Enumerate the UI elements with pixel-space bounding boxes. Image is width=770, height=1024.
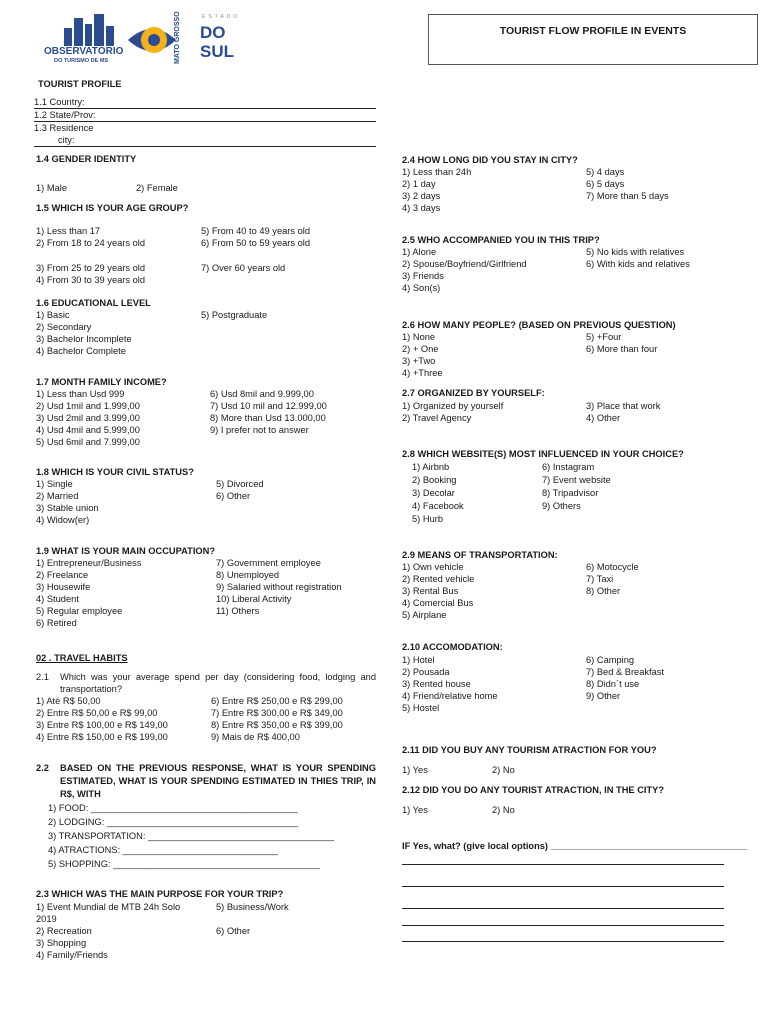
option-edu-5[interactable]: 5) Postgraduate xyxy=(201,310,268,320)
question-income: 1.7 MONTH FAMILY INCOME? xyxy=(36,377,167,387)
logo-ms-top-text: ESTADO xyxy=(202,14,241,20)
residence-label: 1.3 Residence xyxy=(34,123,94,133)
question-website: 2.8 WHICH WEBSITE(S) MOST INFLUENCED IN YOUR CHOICE? xyxy=(402,449,684,459)
field-transportation[interactable]: 3) TRANSPORTATION: ____________________________________ xyxy=(48,831,335,841)
option-company-4[interactable]: 4) Son(s) xyxy=(402,283,441,293)
building-icon xyxy=(44,14,124,48)
question-company: 2.5 WHO ACCOMPANIED YOU IN THIS TRIP? xyxy=(402,235,600,245)
option-people-6[interactable]: 6) More than four xyxy=(586,344,658,354)
option-company-2[interactable]: 2) Spouse/Boyfriend/Girlfriend xyxy=(402,259,527,269)
option-people-1[interactable]: 1) None xyxy=(402,332,436,342)
option-occ-6[interactable]: 6) Retired xyxy=(36,618,77,628)
option-occ-11[interactable]: 11) Others xyxy=(216,606,260,616)
option-stay-7[interactable]: 7) More than 5 days xyxy=(586,191,669,201)
question-age: 1.5 WHICH IS YOUR AGE GROUP? xyxy=(36,203,189,213)
option-civil-2[interactable]: 2) Married xyxy=(36,491,79,501)
option-age-5[interactable]: 5) From 40 to 49 years old xyxy=(201,226,311,236)
question-organized: 2.7 ORGANIZED BY YOURSELF: xyxy=(402,388,545,398)
option-civil-4[interactable]: 4) Widow(er) xyxy=(36,515,90,525)
option-lodging-1[interactable]: 1) Hotel xyxy=(402,655,435,665)
option-spend-9[interactable]: 9) Mais de R$ 400,00 xyxy=(211,732,300,742)
question-transport: 2.9 MEANS OF TRANSPORTATION: xyxy=(402,550,558,560)
option-transport-6[interactable]: 6) Motocycle xyxy=(586,562,639,572)
option-company-5[interactable]: 5) No kids with relatives xyxy=(586,247,685,257)
option-income-9[interactable]: 9) I prefer not to answer xyxy=(210,425,309,435)
option-website-2[interactable]: 2) Booking xyxy=(412,475,457,485)
option-purpose-3[interactable]: 3) Shopping xyxy=(36,938,87,948)
option-transport-5[interactable]: 5) Airplane xyxy=(402,610,447,620)
option-spend-1[interactable]: 1) Até R$ 50,00 xyxy=(36,696,101,706)
option-website-9[interactable]: 9) Others xyxy=(542,501,581,511)
option-organized-3[interactable]: 3) Place that work xyxy=(586,401,661,411)
answer-line-1[interactable] xyxy=(402,864,724,865)
option-transport-7[interactable]: 7) Taxi xyxy=(586,574,614,584)
option-age-2[interactable]: 2) From 18 to 24 years old xyxy=(36,238,146,248)
question-stay: 2.4 HOW LONG DID YOU STAY IN CITY? xyxy=(402,155,578,165)
option-organized-1[interactable]: 1) Organized by yourself xyxy=(402,401,504,411)
logo-mato-grosso-do-sul xyxy=(124,11,244,66)
option-purpose-2[interactable]: 2) Recreation xyxy=(36,926,92,936)
option-income-5[interactable]: 5) Usd 6mil and 7.999,00 xyxy=(36,437,140,447)
option-spend-3[interactable]: 3) Entre R$ 100,00 e R$ 149,00 xyxy=(36,720,168,730)
title-box xyxy=(428,14,758,65)
field-food[interactable]: 1) FOOD: ________________________________________ xyxy=(48,803,298,813)
option-website-1[interactable]: 1) Airbnb xyxy=(412,462,450,472)
option-female[interactable]: 2) Female xyxy=(136,183,178,193)
option-transport-8[interactable]: 8) Other xyxy=(586,586,621,596)
logo-observatorio-subtext: DO TURISMO DE MS xyxy=(54,58,109,64)
option-stay-6[interactable]: 6) 5 days xyxy=(586,179,625,189)
answer-line-4[interactable] xyxy=(402,925,724,926)
option-company-3[interactable]: 3) Friends xyxy=(402,271,444,281)
section-heading-profile: TOURIST PROFILE xyxy=(38,79,122,89)
city-line[interactable] xyxy=(34,146,376,147)
option-edu-4[interactable]: 4) Bachelor Complete xyxy=(36,346,126,356)
option-purpose-6[interactable]: 6) Other xyxy=(216,926,251,936)
option-stay-4[interactable]: 4) 3 days xyxy=(402,203,441,213)
option-stay-2[interactable]: 2) 1 day xyxy=(402,179,436,189)
question-gender: 1.4 GENDER IDENTITY xyxy=(36,154,137,164)
field-atractions[interactable]: 4) ATRACTIONS: ______________________________ xyxy=(48,845,278,855)
option-spend-6[interactable]: 6) Entre R$ 250,00 e R$ 299,00 xyxy=(211,696,343,706)
logo-ms-big-sul: SUL xyxy=(200,42,234,61)
option-lodging-5[interactable]: 5) Hostel xyxy=(402,703,440,713)
option-occ-1[interactable]: 1) Entrepreneur/Business xyxy=(36,558,142,568)
option-lodging-2[interactable]: 2) Pousada xyxy=(402,667,450,677)
option-buy-no[interactable]: 2) No xyxy=(492,765,515,775)
option-website-3[interactable]: 3) Decolar xyxy=(412,488,455,498)
question-purpose: 2.3 WHICH WAS THE MAIN PURPOSE FOR YOUR TRIP? xyxy=(36,889,284,899)
option-attraction-yes[interactable]: 1) Yes xyxy=(402,805,428,815)
option-occ-8[interactable]: 8) Unemployed xyxy=(216,570,280,580)
option-purpose-4[interactable]: 4) Family/Friends xyxy=(36,950,108,960)
city-label: city: xyxy=(58,135,75,145)
option-purpose-1[interactable]: 1) Event Mundial de MTB 24h Solo xyxy=(36,902,181,912)
option-transport-3[interactable]: 3) Rental Bus xyxy=(402,586,459,596)
option-occ-9[interactable]: 9) Salaried without registration xyxy=(216,582,342,592)
option-buy-yes[interactable]: 1) Yes xyxy=(402,765,428,775)
option-organized-2[interactable]: 2) Travel Agency xyxy=(402,413,472,423)
option-spend-4[interactable]: 4) Entre R$ 150,00 e R$ 199,00 xyxy=(36,732,168,742)
option-lodging-3[interactable]: 3) Rented house xyxy=(402,679,471,689)
option-website-8[interactable]: 8) Tripadvisor xyxy=(542,488,599,498)
option-civil-3[interactable]: 3) Stable union xyxy=(36,503,99,513)
answer-line-2[interactable] xyxy=(402,886,724,887)
option-income-6[interactable]: 6) Usd 8mil and 9.999,00 xyxy=(210,389,314,399)
option-income-4[interactable]: 4) Usd 4mil and 5.999,00 xyxy=(36,425,140,435)
option-attraction-no[interactable]: 2) No xyxy=(492,805,515,815)
question-education: 1.6 EDUCATIONAL LEVEL xyxy=(36,298,151,308)
question-buy: 2.11 DID YOU BUY ANY TOURISM ATRACTION FOR YOU? xyxy=(402,745,657,755)
question-attraction: 2.12 DID YOU DO ANY TOURIST ATRACTION, IN THE CITY? xyxy=(402,785,665,795)
option-civil-6[interactable]: 6) Other xyxy=(216,491,251,501)
option-civil-5[interactable]: 5) Divorced xyxy=(216,479,264,489)
option-occ-10[interactable]: 10) Liberal Activity xyxy=(216,594,292,604)
question-spend: Which was your average spend per day (considering food, lodging and transportation? xyxy=(60,672,376,694)
option-occ-5[interactable]: 5) Regular employee xyxy=(36,606,123,616)
option-civil-1[interactable]: 1) Single xyxy=(36,479,73,489)
logo-observatorio xyxy=(44,14,124,66)
option-transport-4[interactable]: 4) Comercial Bus xyxy=(402,598,474,608)
option-website-6[interactable]: 6) Instagram xyxy=(542,462,595,472)
option-website-5[interactable]: 5) Hurb xyxy=(412,514,444,524)
logo-observatorio-text: OBSERVATÓRIO xyxy=(44,46,124,57)
option-people-3[interactable]: 3) +Two xyxy=(402,356,436,366)
option-transport-1[interactable]: 1) Own vehicle xyxy=(402,562,464,572)
answer-line-5[interactable] xyxy=(402,941,724,942)
option-people-2[interactable]: 2) + One xyxy=(402,344,439,354)
field-lodging[interactable]: 2) LODGING: _____________________________________ xyxy=(48,817,299,827)
option-organized-4[interactable]: 4) Other xyxy=(586,413,621,423)
field-shopping[interactable]: 5) SHOPPING: ________________________________________ xyxy=(48,859,320,869)
option-purpose-1-year: 2019 xyxy=(36,914,57,924)
option-spend-7[interactable]: 7) Entre R$ 300,00 e R$ 349,00 xyxy=(211,708,343,718)
country-label: 1.1 Country: xyxy=(34,97,85,107)
option-website-4[interactable]: 4) Facebook xyxy=(412,501,464,511)
option-edu-2[interactable]: 2) Secondary xyxy=(36,322,92,332)
option-lodging-6[interactable]: 6) Camping xyxy=(586,655,635,665)
option-age-1[interactable]: 1) Less than 17 xyxy=(36,226,101,236)
option-website-7[interactable]: 7) Event website xyxy=(542,475,611,485)
option-lodging-7[interactable]: 7) Bed & Breakfast xyxy=(586,667,665,677)
option-age-6[interactable]: 6) From 50 to 59 years old xyxy=(201,238,311,248)
question-estimate: BASED ON THE PREVIOUS RESPONSE, WHAT IS YOUR SPENDING ESTIMATED, WHAT IS YOUR SPENDING ESTIMATED IN THIES TRIP, IN R$, WITH xyxy=(60,763,376,799)
question-civil: 1.8 WHICH IS YOUR CIVIL STATUS? xyxy=(36,467,194,477)
option-occ-4[interactable]: 4) Student xyxy=(36,594,79,604)
option-company-1[interactable]: 1) Alone xyxy=(402,247,437,257)
page-title: TOURIST FLOW PROFILE IN EVENTS xyxy=(499,25,687,37)
answer-line-3[interactable] xyxy=(402,908,724,909)
option-stay-1[interactable]: 1) Less than 24h xyxy=(402,167,472,177)
option-income-1[interactable]: 1) Less than Usd 999 xyxy=(36,389,125,399)
option-edu-3[interactable]: 3) Bachelor Incomplete xyxy=(36,334,132,344)
option-edu-1[interactable]: 1) Basic xyxy=(36,310,70,320)
option-occ-3[interactable]: 3) Housewife xyxy=(36,582,91,592)
option-stay-3[interactable]: 3) 2 days xyxy=(402,191,441,201)
section-heading-travel: 02 . TRAVEL HABITS xyxy=(36,653,128,663)
question-spend-number: 2.1 xyxy=(36,672,49,682)
option-income-3[interactable]: 3) Usd 2mil and 3.999,00 xyxy=(36,413,140,423)
option-income-8[interactable]: 8) More than Usd 13.000,00 xyxy=(210,413,326,423)
option-male[interactable]: 1) Male xyxy=(36,183,68,193)
option-transport-2[interactable]: 2) Rented vehicle xyxy=(402,574,475,584)
question-occupation: 1.9 WHAT IS YOUR MAIN OCCUPATION? xyxy=(36,546,216,556)
question-estimate-number: 2.2 xyxy=(36,763,49,773)
state-label: 1.2 State/Prov: xyxy=(34,110,96,120)
option-stay-5[interactable]: 5) 4 days xyxy=(586,167,625,177)
option-spend-8[interactable]: 8) Entre R$ 350,00 e R$ 399,00 xyxy=(211,720,343,730)
logo-ms-small-text: MATO GROSSO xyxy=(174,11,181,64)
question-lodging: 2.10 ACCOMODATION: xyxy=(402,642,503,652)
option-age-3[interactable]: 3) From 25 to 29 years old xyxy=(36,263,146,273)
option-people-4[interactable]: 4) +Three xyxy=(402,368,443,378)
option-age-4[interactable]: 4) From 30 to 39 years old xyxy=(36,275,146,285)
question-people: 2.6 HOW MANY PEOPLE? (BASED ON PREVIOUS QUESTION) xyxy=(402,320,676,330)
option-income-2[interactable]: 2) Usd 1mil and 1.999,00 xyxy=(36,401,140,411)
option-occ-2[interactable]: 2) Freelance xyxy=(36,570,89,580)
option-lodging-9[interactable]: 9) Other xyxy=(586,691,621,701)
option-occ-7[interactable]: 7) Government employee xyxy=(216,558,321,568)
option-purpose-5[interactable]: 5) Business/Work xyxy=(216,902,289,912)
option-age-7[interactable]: 7) Over 60 years old xyxy=(201,263,286,273)
option-income-7[interactable]: 7) Usd 10 mil and 12.999,00 xyxy=(210,401,327,411)
option-spend-2[interactable]: 2) Entre R$ 50,00 e R$ 99,00 xyxy=(36,708,158,718)
option-people-5[interactable]: 5) +Four xyxy=(586,332,622,342)
logo-ms-big-do: DO xyxy=(200,23,226,42)
option-lodging-4[interactable]: 4) Friend/relative home xyxy=(402,691,498,701)
option-lodging-8[interactable]: 8) Didn´t use xyxy=(586,679,640,689)
ifyes-label: IF Yes, what? (give local options) ______________________________________ xyxy=(402,841,748,851)
option-company-6[interactable]: 6) With kids and relatives xyxy=(586,259,690,269)
